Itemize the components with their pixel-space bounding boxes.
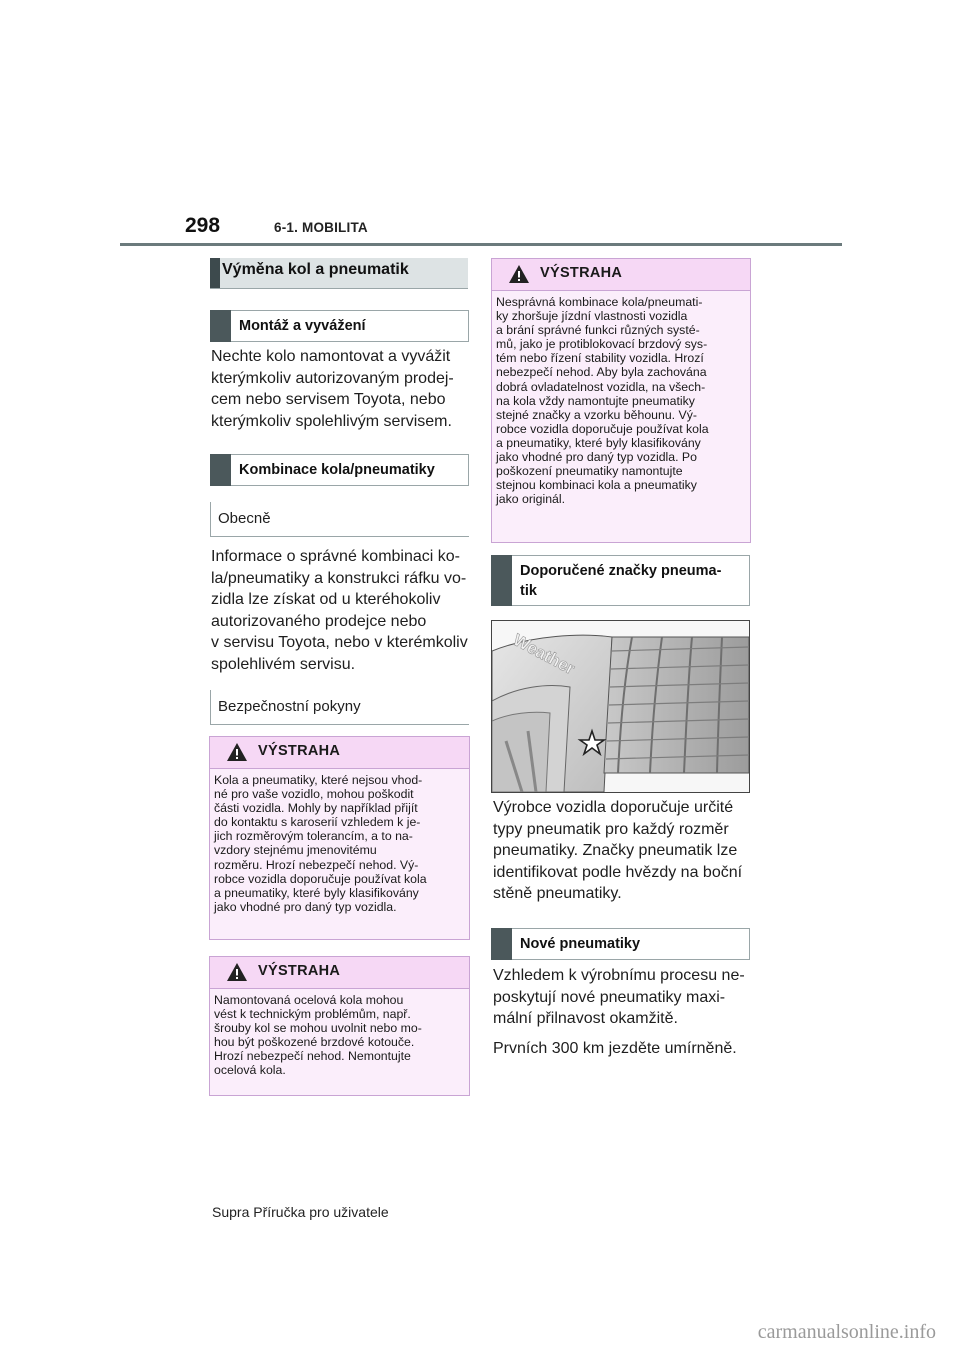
text-line: Doporučené značky pneuma-: [520, 563, 722, 579]
text-line: jako vhodné pro daný typ vozidla.: [214, 899, 397, 914]
text-line: Kola a pneumatiky, které nejsou vhod-: [214, 773, 423, 787]
safety-title: Bezpečnostní pokyny: [218, 698, 361, 715]
subsection-combination-title: Kombinace kola/pneumatiky: [239, 462, 435, 478]
subsection-brands-title: [520, 561, 743, 601]
text-line: jako vhodné pro daný typ vozidla. Po: [496, 450, 697, 465]
new-tires-paragraph: [493, 965, 751, 1059]
general-title: Obecně: [218, 510, 271, 527]
section-title: Výměna kol a pneumatik: [222, 261, 409, 278]
text-line: ocelová kola.: [214, 1063, 286, 1078]
text-line: robce vozidla doporučuje používat kola: [214, 871, 427, 886]
text-line: zidla lze získat od u kteréhokoliv: [211, 591, 441, 608]
text-line: Výrobce vozidla doporučuje určité: [493, 799, 734, 816]
chapter-title: 6-1. MOBILITA: [274, 220, 368, 235]
text-line: tém nebo řízení stability vozidla. Hrozí: [496, 351, 704, 366]
text-line: nebezpečí nehod. Aby byla zachována: [496, 365, 707, 380]
subsection-bar: [491, 555, 512, 606]
text-line: robce vozidla doporučuje používat kola: [496, 421, 709, 436]
text-line: kterýmkoliv autorizovaným prodej-: [211, 369, 454, 387]
text-line: šrouby kol se mohou uvolnit nebo mo-: [214, 1021, 422, 1036]
watermark: carmanualsonline.info: [757, 1321, 936, 1343]
text-line: jich rozměrovým tolerancím, a to na-: [214, 829, 413, 844]
safety-header: [210, 690, 469, 725]
tire-illustration: [491, 620, 750, 793]
text-line: vést k technickým problémům, např.: [214, 1007, 411, 1022]
header-rule: [120, 243, 842, 246]
text-line: Prvních 300 km jezděte umírněně.: [493, 1039, 737, 1057]
text-line: tik: [520, 583, 537, 599]
text-line: autorizovaného prodejce nebo: [211, 612, 427, 630]
text-line: Vzhledem k výrobnímu procesu ne-: [493, 967, 745, 984]
subsection-combination: [210, 454, 469, 486]
text-line: a pneumatiky, které byly klasifikovány: [496, 435, 701, 450]
warning-text: [214, 993, 465, 1078]
text-line: cem nebo servisem Toyota, nebo: [211, 391, 446, 408]
text-line: né pro vaše vozidlo, mohou poškodit: [214, 787, 414, 802]
text-line: stěně pneumatiky.: [493, 885, 622, 902]
warning-triangle-icon: [508, 264, 530, 284]
text-line: a brání správné funkci různých systé-: [496, 323, 700, 338]
text-line: vzdory stejnému jmenovitému: [214, 843, 377, 858]
section-header: [210, 258, 468, 289]
text-line: Nesprávná kombinace kola/pneumati-: [496, 295, 703, 309]
subsection-mount: [210, 310, 469, 342]
tire-drawing: [492, 621, 749, 792]
text-line: identifikovat podle hvězdy na boční: [493, 863, 743, 881]
subsection-new-tires: [491, 928, 750, 960]
general-paragraph: [211, 546, 469, 675]
text-line: Nechte kolo namontovat a vyvážit: [211, 348, 451, 365]
text-line: na kola vždy namontujte pneumatiky: [496, 393, 695, 408]
text-line: Namontovaná ocelová kola mohou: [214, 993, 404, 1007]
text-line: rozměru. Hrozí nebezpečí nehod. Vý-: [214, 857, 419, 872]
warning-header: [492, 259, 750, 291]
text-line: Hrozí nebezpečí nehod. Nemontujte: [214, 1049, 411, 1064]
general-header: [210, 502, 469, 537]
warning-text: [496, 295, 746, 506]
text-line: kterýmkoliv spolehlivým servisem.: [211, 412, 452, 430]
text-line: typy pneumatik pro každý rozměr: [493, 820, 729, 838]
brands-paragraph: [493, 797, 751, 905]
text-line: spolehlivém servisu.: [211, 655, 356, 673]
subsection-new-tires-title: Nové pneumatiky: [520, 936, 641, 952]
page-number: 298: [185, 214, 221, 237]
text-line: pneumatiky. Značky pneumatik lze: [493, 842, 738, 859]
warning-box: [491, 258, 751, 543]
text-line: mální přilnavost okamžitě.: [493, 1010, 678, 1027]
text-line: hou být poškozené brzdové kotouče.: [214, 1035, 415, 1050]
warning-triangle-icon: [226, 962, 248, 982]
text-line: části vozidla. Mohly by například přijít: [214, 801, 418, 816]
text-line: do kontaktu s karoserií vzhledem k je-: [214, 815, 421, 830]
warning-box: [209, 736, 470, 940]
warning-box: [209, 956, 470, 1096]
text-line: Informace o správné kombinaci ko-: [211, 548, 460, 565]
tire-sidewall-text: Weather: [509, 630, 578, 679]
subsection-bar: [210, 454, 231, 486]
text-line: ky zhoršuje jízdní vlastnosti vozidla: [496, 309, 688, 324]
section-header-bar: [210, 258, 220, 288]
subsection-bar: [491, 928, 512, 960]
text-line: la/pneumatiky a konstrukci ráfku vo-: [211, 569, 467, 587]
subsection-mount-title: Montáž a vyvážení: [239, 318, 366, 334]
warning-triangle-icon: [226, 742, 248, 762]
text-line: dobrá ovladatelnost vozidla, na všech-: [496, 379, 706, 394]
text-line: poskytují nové pneumatiky maxi-: [493, 988, 726, 1006]
text-line: jako originál.: [496, 492, 566, 507]
warning-header: [210, 737, 469, 769]
warning-text: [214, 773, 465, 914]
text-line: stejné značky a vzorku běhounu. Vý-: [496, 407, 697, 422]
warning-header: [210, 957, 469, 989]
subsection-brands: [491, 555, 750, 606]
text-line: poškození pneumatiky namontujte: [496, 464, 683, 479]
warning-title: VÝSTRAHA: [258, 743, 341, 759]
mount-paragraph: [211, 346, 469, 432]
text-line: stejnou kombinaci kola a pneumatiky: [496, 478, 697, 493]
text-line: a pneumatiky, které byly klasifikovány: [214, 885, 419, 900]
footer-text: Supra Příručka pro uživatele: [212, 1204, 389, 1220]
text-line: mů, jako je protiblokovací brzdový sys-: [496, 337, 708, 352]
text-line: v servisu Toyota, nebo v kterémkoliv: [211, 634, 468, 651]
warning-title: VÝSTRAHA: [540, 265, 623, 281]
subsection-bar: [210, 310, 231, 342]
warning-title: VÝSTRAHA: [258, 963, 341, 979]
